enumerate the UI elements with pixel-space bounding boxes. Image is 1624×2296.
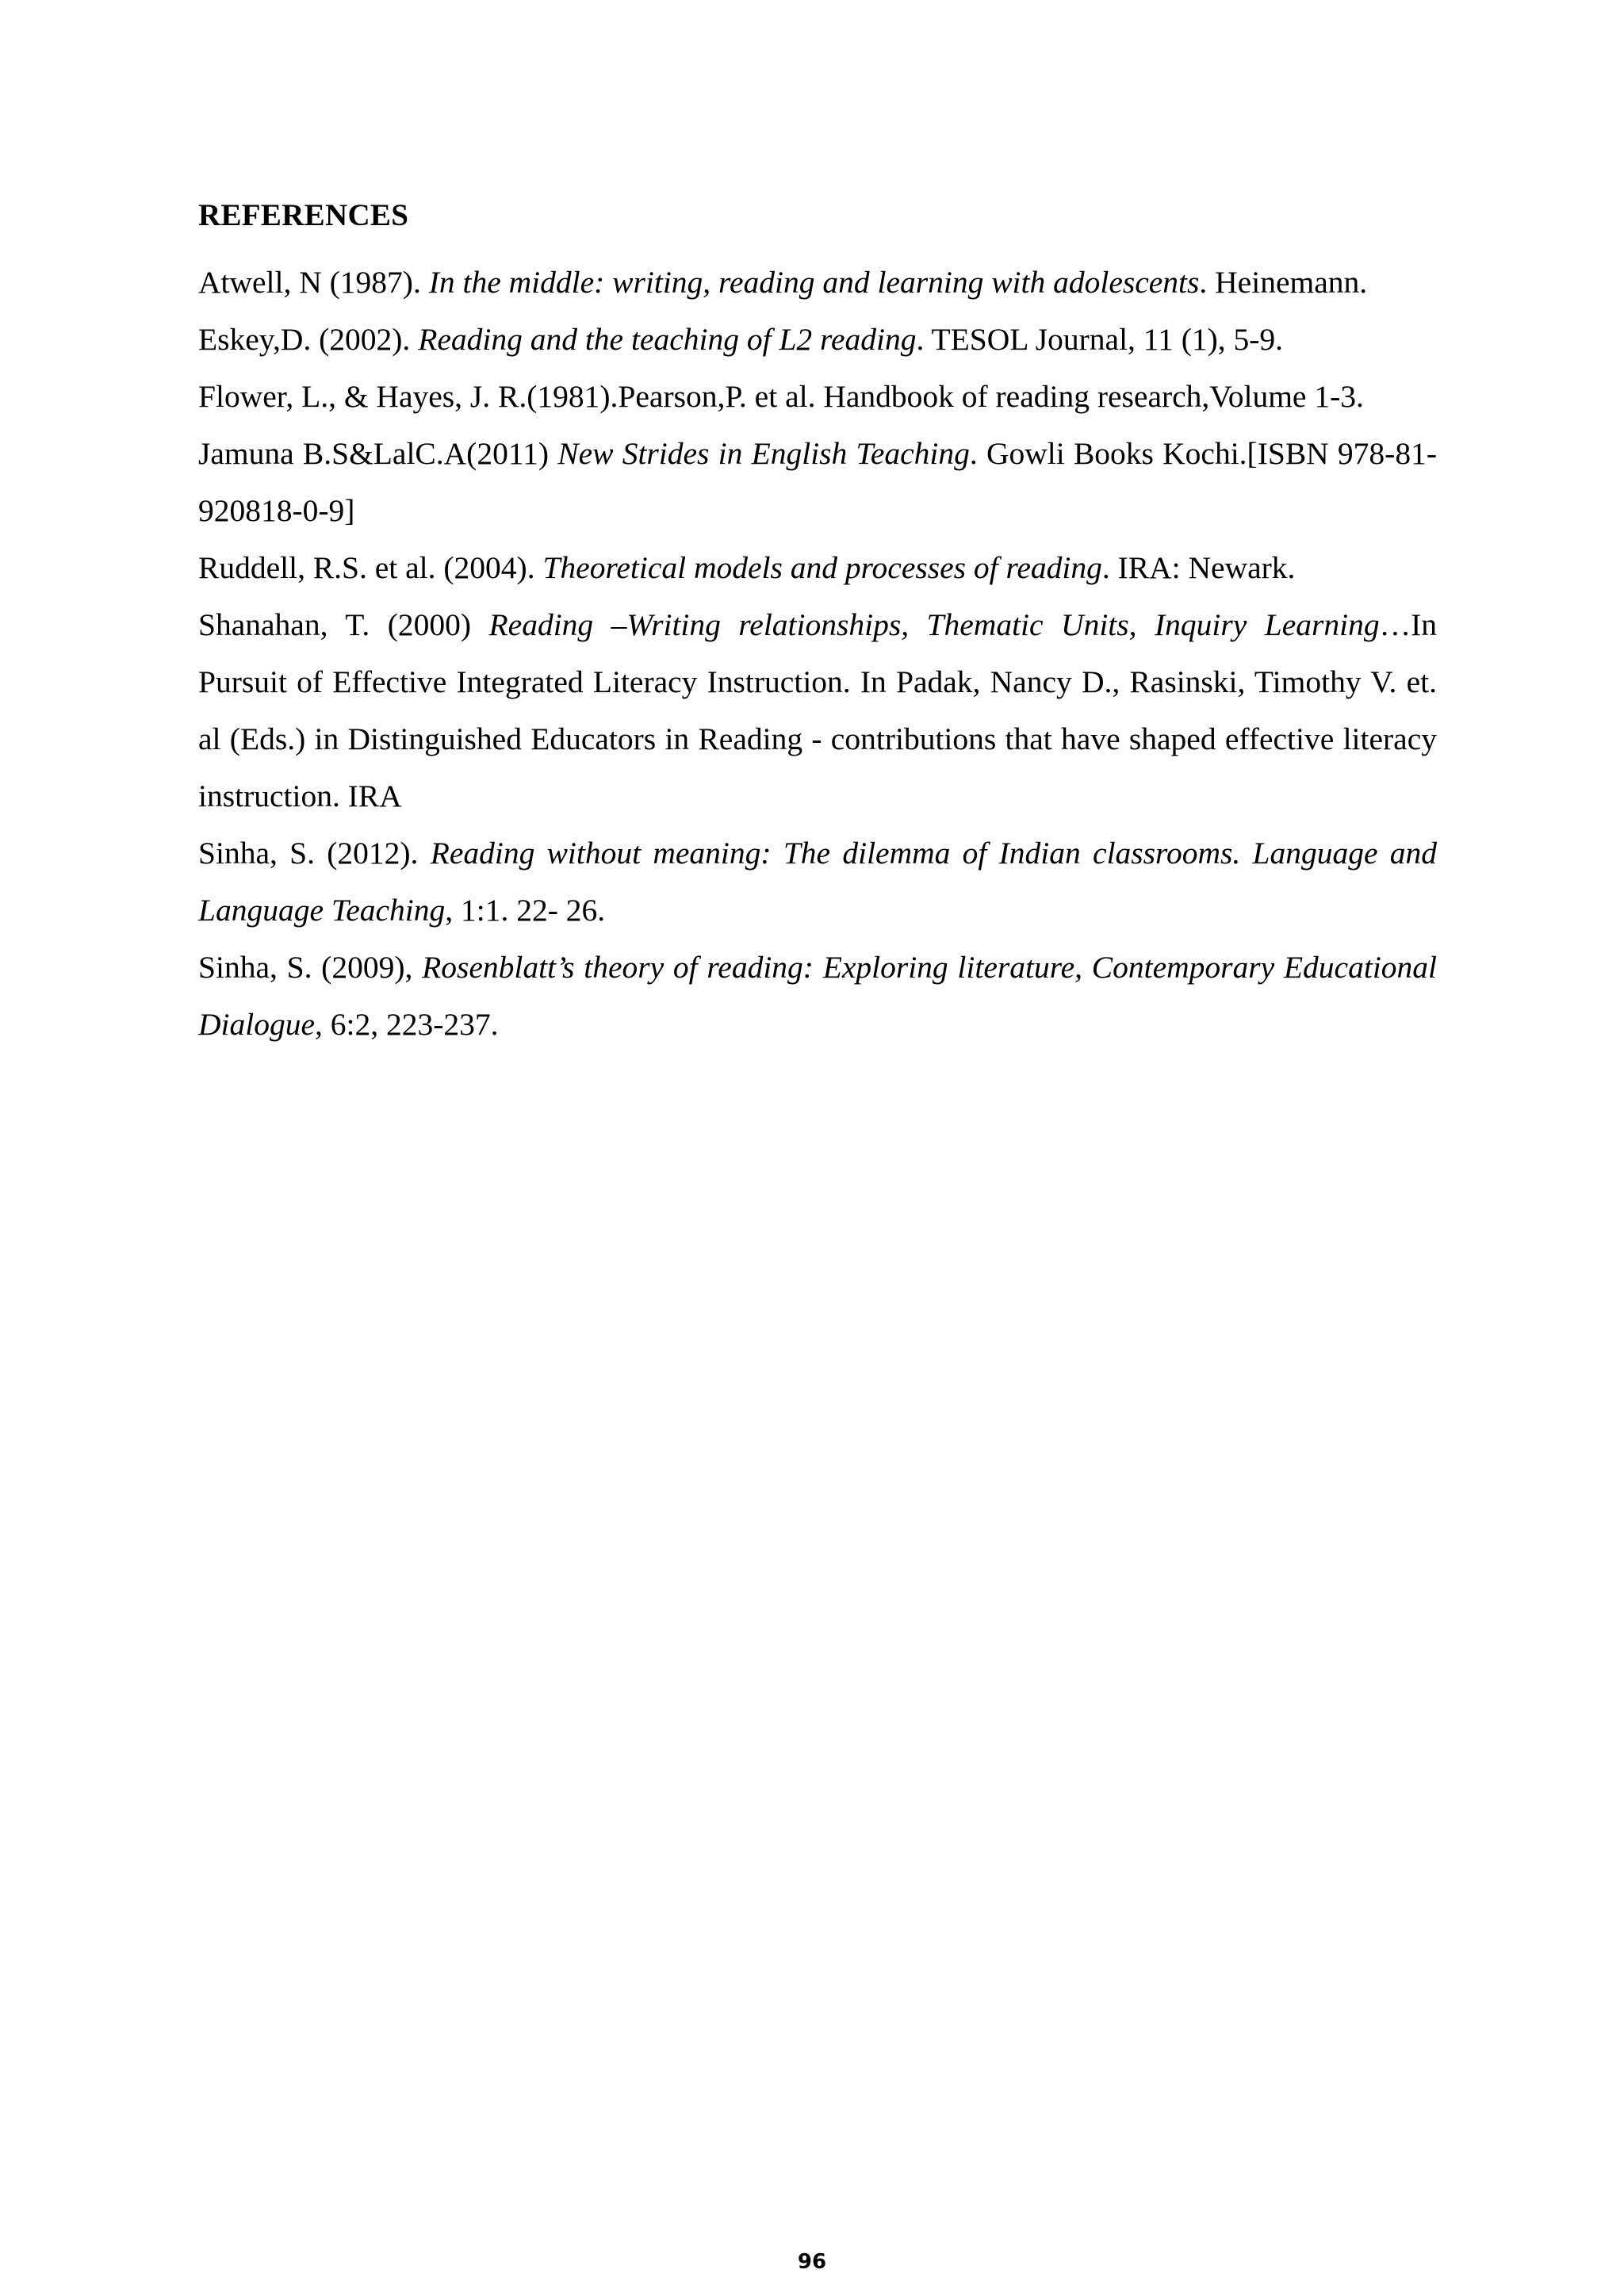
reference-text: . IRA: Newark. [1101, 550, 1296, 585]
reference-text: Jamuna B.S&LalC.A(2011) [198, 436, 558, 471]
reference-entry [198, 425, 1437, 539]
reference-text: . TESOL Journal, 11 (1), 5-9. [916, 322, 1284, 357]
reference-entry [198, 939, 1437, 1053]
reference-text: Sinha, S. (2009), [198, 950, 423, 985]
reference-text: Ruddell, R.S. et al. (2004). [198, 550, 543, 585]
reference-title: Rosenblatt’s theory of reading: Exploring literature, Contemporary Educational Dialogue, [198, 950, 1438, 1042]
reference-text: Eskey,D. (2002). [198, 322, 419, 357]
reference-entry [198, 596, 1437, 825]
reference-text: , 1:1. 22- 26. [445, 893, 606, 928]
reference-entry [198, 254, 1437, 311]
reference-text: …In Pursuit of Effective Integrated Literacy Instruction. In Padak, Nancy D., Rasinski, Timothy V. et. al (Eds.) in Distinguished Educators in Reading - contributions that have shaped effective literacy instruction. IRA [198, 607, 1437, 813]
reference-title: Reading –Writing relationships, Thematic Units, Inquiry Learning [488, 607, 1380, 642]
reference-title: Reading and the teaching of L2 reading [418, 322, 917, 357]
reference-entry [198, 368, 1437, 425]
reference-text: Sinha, S. (2012). [198, 836, 431, 871]
reference-title: Reading without meaning: The dilemma of Indian classrooms. Language and Language Teaching [198, 836, 1438, 928]
reference-text: 6:2, 223-237. [322, 1007, 499, 1042]
reference-text: Flower, L., & Hayes, J. R.(1981).Pearson,P. et al. Handbook of reading research,Volume 1-3. [198, 379, 1364, 414]
reference-title: Theoretical models and processes of reading [542, 550, 1102, 585]
reference-entry [198, 539, 1437, 596]
reference-title: In the middle: writing, reading and learning with adolescents [428, 265, 1200, 300]
reference-text: . Gowli Books Kochi.[ISBN 978-81-920818-0-9] [198, 436, 1437, 528]
reference-text: Shanahan, T. (2000) [198, 607, 489, 642]
reference-text: . Heinemann. [1199, 265, 1368, 300]
page-number: 96 [797, 2250, 827, 2274]
references-heading: REFERENCES [198, 198, 409, 232]
page-content [198, 195, 1437, 1053]
reference-entry [198, 825, 1437, 939]
reference-entry [198, 311, 1437, 368]
reference-text: Atwell, N (1987). [198, 265, 429, 300]
reference-title: New Strides in English Teaching [557, 436, 970, 471]
